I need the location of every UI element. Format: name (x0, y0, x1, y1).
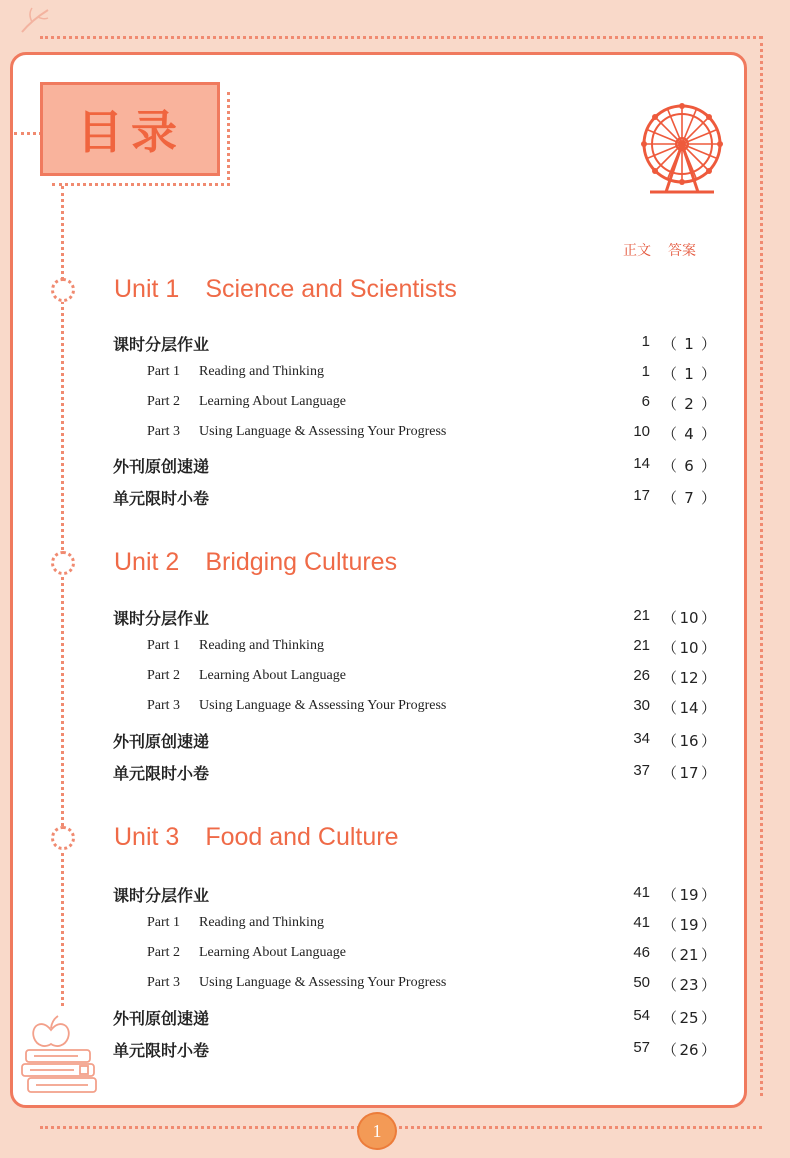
entry-page: 10 (633, 423, 650, 440)
entry-label: 课时分层作业 (113, 335, 210, 354)
entry-page: 57 (633, 1039, 650, 1056)
entry-label (147, 915, 324, 931)
toc-entry[interactable] (0, 696, 790, 720)
title-lead-dots (14, 132, 42, 135)
toc-entry[interactable] (0, 943, 790, 967)
toc-title-box (40, 82, 220, 176)
entry-answer-page: （ 4 ） (662, 425, 717, 443)
entry-page: 54 (633, 1007, 650, 1024)
entry-label: 单元限时小卷 (113, 489, 210, 508)
entry-page: 50 (633, 974, 650, 991)
part-title: Learning About Language (199, 394, 346, 409)
entry-page: 41 (633, 914, 650, 931)
toc-entry[interactable] (0, 332, 790, 356)
entry-answer-page: （ 10 ） (662, 639, 717, 657)
unit-1-number: Unit 1 (114, 275, 180, 303)
entry-label: 外刊原创速递 (113, 457, 210, 476)
entry-answer-page: （ 1 ） (662, 335, 717, 353)
entry-page: 6 (641, 393, 650, 410)
entry-label (147, 364, 324, 380)
toc-entry[interactable] (0, 1038, 790, 1062)
entry-label: 单元限时小卷 (113, 764, 210, 783)
part-number: Part 1 (147, 638, 181, 653)
part-number: Part 1 (147, 915, 181, 930)
part-title: Learning About Language (199, 668, 346, 683)
entry-label (147, 638, 324, 654)
part-number: Part 2 (147, 945, 181, 960)
entry-answer-page: （ 14 ） (662, 699, 717, 717)
entry-page: 17 (633, 487, 650, 504)
entry-label: 课时分层作业 (113, 886, 210, 905)
part-title: Learning About Language (199, 945, 346, 960)
entry-answer-page: （ 19 ） (662, 916, 717, 934)
unit-1-name: Science and Scientists (205, 275, 457, 303)
entry-page: 21 (633, 607, 650, 624)
entry-label (147, 945, 346, 961)
entry-label (147, 668, 346, 684)
toc-title: 目录 (77, 105, 185, 159)
toc-entry[interactable] (0, 973, 790, 997)
part-number: Part 2 (147, 394, 181, 409)
part-number: Part 1 (147, 364, 181, 379)
part-number: Part 2 (147, 668, 181, 683)
part-title: Reading and Thinking (199, 364, 324, 379)
entry-answer-page: （ 25 ） (662, 1009, 717, 1027)
entry-answer-page: （ 1 ） (662, 365, 717, 383)
part-number: Part 3 (147, 698, 181, 713)
page-number-badge: 1 (357, 1112, 397, 1150)
toc-entry[interactable] (0, 636, 790, 660)
unit-2-heading (114, 548, 397, 577)
entry-answer-page: （ 16 ） (662, 732, 717, 750)
part-title: Reading and Thinking (199, 915, 324, 930)
part-title: Using Language & Assessing Your Progress (199, 424, 447, 439)
entry-page: 21 (633, 637, 650, 654)
unit-1-heading (114, 275, 457, 304)
entry-label: 外刊原创速递 (113, 732, 210, 751)
entry-page: 1 (641, 363, 650, 380)
part-number: Part 3 (147, 424, 181, 439)
part-number: Part 3 (147, 975, 181, 990)
toc-entry[interactable] (0, 486, 790, 510)
branch-corner-icon (20, 6, 50, 34)
entry-label: 课时分层作业 (113, 609, 210, 628)
toc-entry[interactable] (0, 1006, 790, 1030)
part-title: Using Language & Assessing Your Progress (199, 975, 447, 990)
entry-label: 单元限时小卷 (113, 1041, 210, 1060)
entry-answer-page: （ 10 ） (662, 609, 717, 627)
bottom-dotted-border (40, 1126, 762, 1129)
entry-answer-page: （ 23 ） (662, 976, 717, 994)
toc-entry[interactable] (0, 454, 790, 478)
toc-entry[interactable] (0, 606, 790, 630)
entry-answer-page: （ 12 ） (662, 669, 717, 687)
toc-entry[interactable] (0, 422, 790, 446)
unit-3-name: Food and Culture (205, 823, 399, 851)
entry-page: 30 (633, 697, 650, 714)
entry-answer-page: （ 21 ） (662, 946, 717, 964)
entry-answer-page: （ 26 ） (662, 1041, 717, 1059)
part-title: Reading and Thinking (199, 638, 324, 653)
entry-page: 37 (633, 762, 650, 779)
top-dotted-border (40, 36, 762, 39)
toc-entry[interactable] (0, 666, 790, 690)
entry-page: 26 (633, 667, 650, 684)
ferris-wheel-icon (636, 102, 728, 198)
entry-label (147, 424, 446, 440)
part-title: Using Language & Assessing Your Progress (199, 698, 447, 713)
unit-2-name: Bridging Cultures (205, 548, 398, 576)
toc-entry[interactable] (0, 883, 790, 907)
column-header-answer: 答案 (668, 243, 696, 259)
unit-3-heading (114, 823, 399, 852)
entry-answer-page: （ 2 ） (662, 395, 717, 413)
entry-page: 1 (641, 333, 650, 350)
entry-page: 34 (633, 730, 650, 747)
toc-entry[interactable] (0, 729, 790, 753)
entry-label (147, 394, 346, 410)
entry-label (147, 975, 446, 991)
entry-label: 外刊原创速递 (113, 1009, 210, 1028)
unit-2-number: Unit 2 (114, 548, 180, 576)
toc-entry[interactable] (0, 913, 790, 937)
entry-answer-page: （ 17 ） (662, 764, 717, 782)
toc-entry[interactable] (0, 362, 790, 386)
unit-3-number: Unit 3 (114, 823, 180, 851)
entry-page: 14 (633, 455, 650, 472)
right-dotted-border (760, 36, 763, 1096)
entry-answer-page: （ 7 ） (662, 489, 717, 507)
entry-page: 41 (633, 884, 650, 901)
unit-2-marker (51, 551, 75, 575)
entry-label (147, 698, 446, 714)
toc-entry[interactable] (0, 392, 790, 416)
toc-entry[interactable] (0, 761, 790, 785)
unit-1-marker (51, 278, 75, 302)
unit-3-marker (51, 826, 75, 850)
entry-answer-page: （ 19 ） (662, 886, 717, 904)
entry-page: 46 (633, 944, 650, 961)
column-header-text: 正文 (623, 243, 651, 259)
entry-answer-page: （ 6 ） (662, 457, 717, 475)
books-apple-icon (18, 1008, 106, 1098)
